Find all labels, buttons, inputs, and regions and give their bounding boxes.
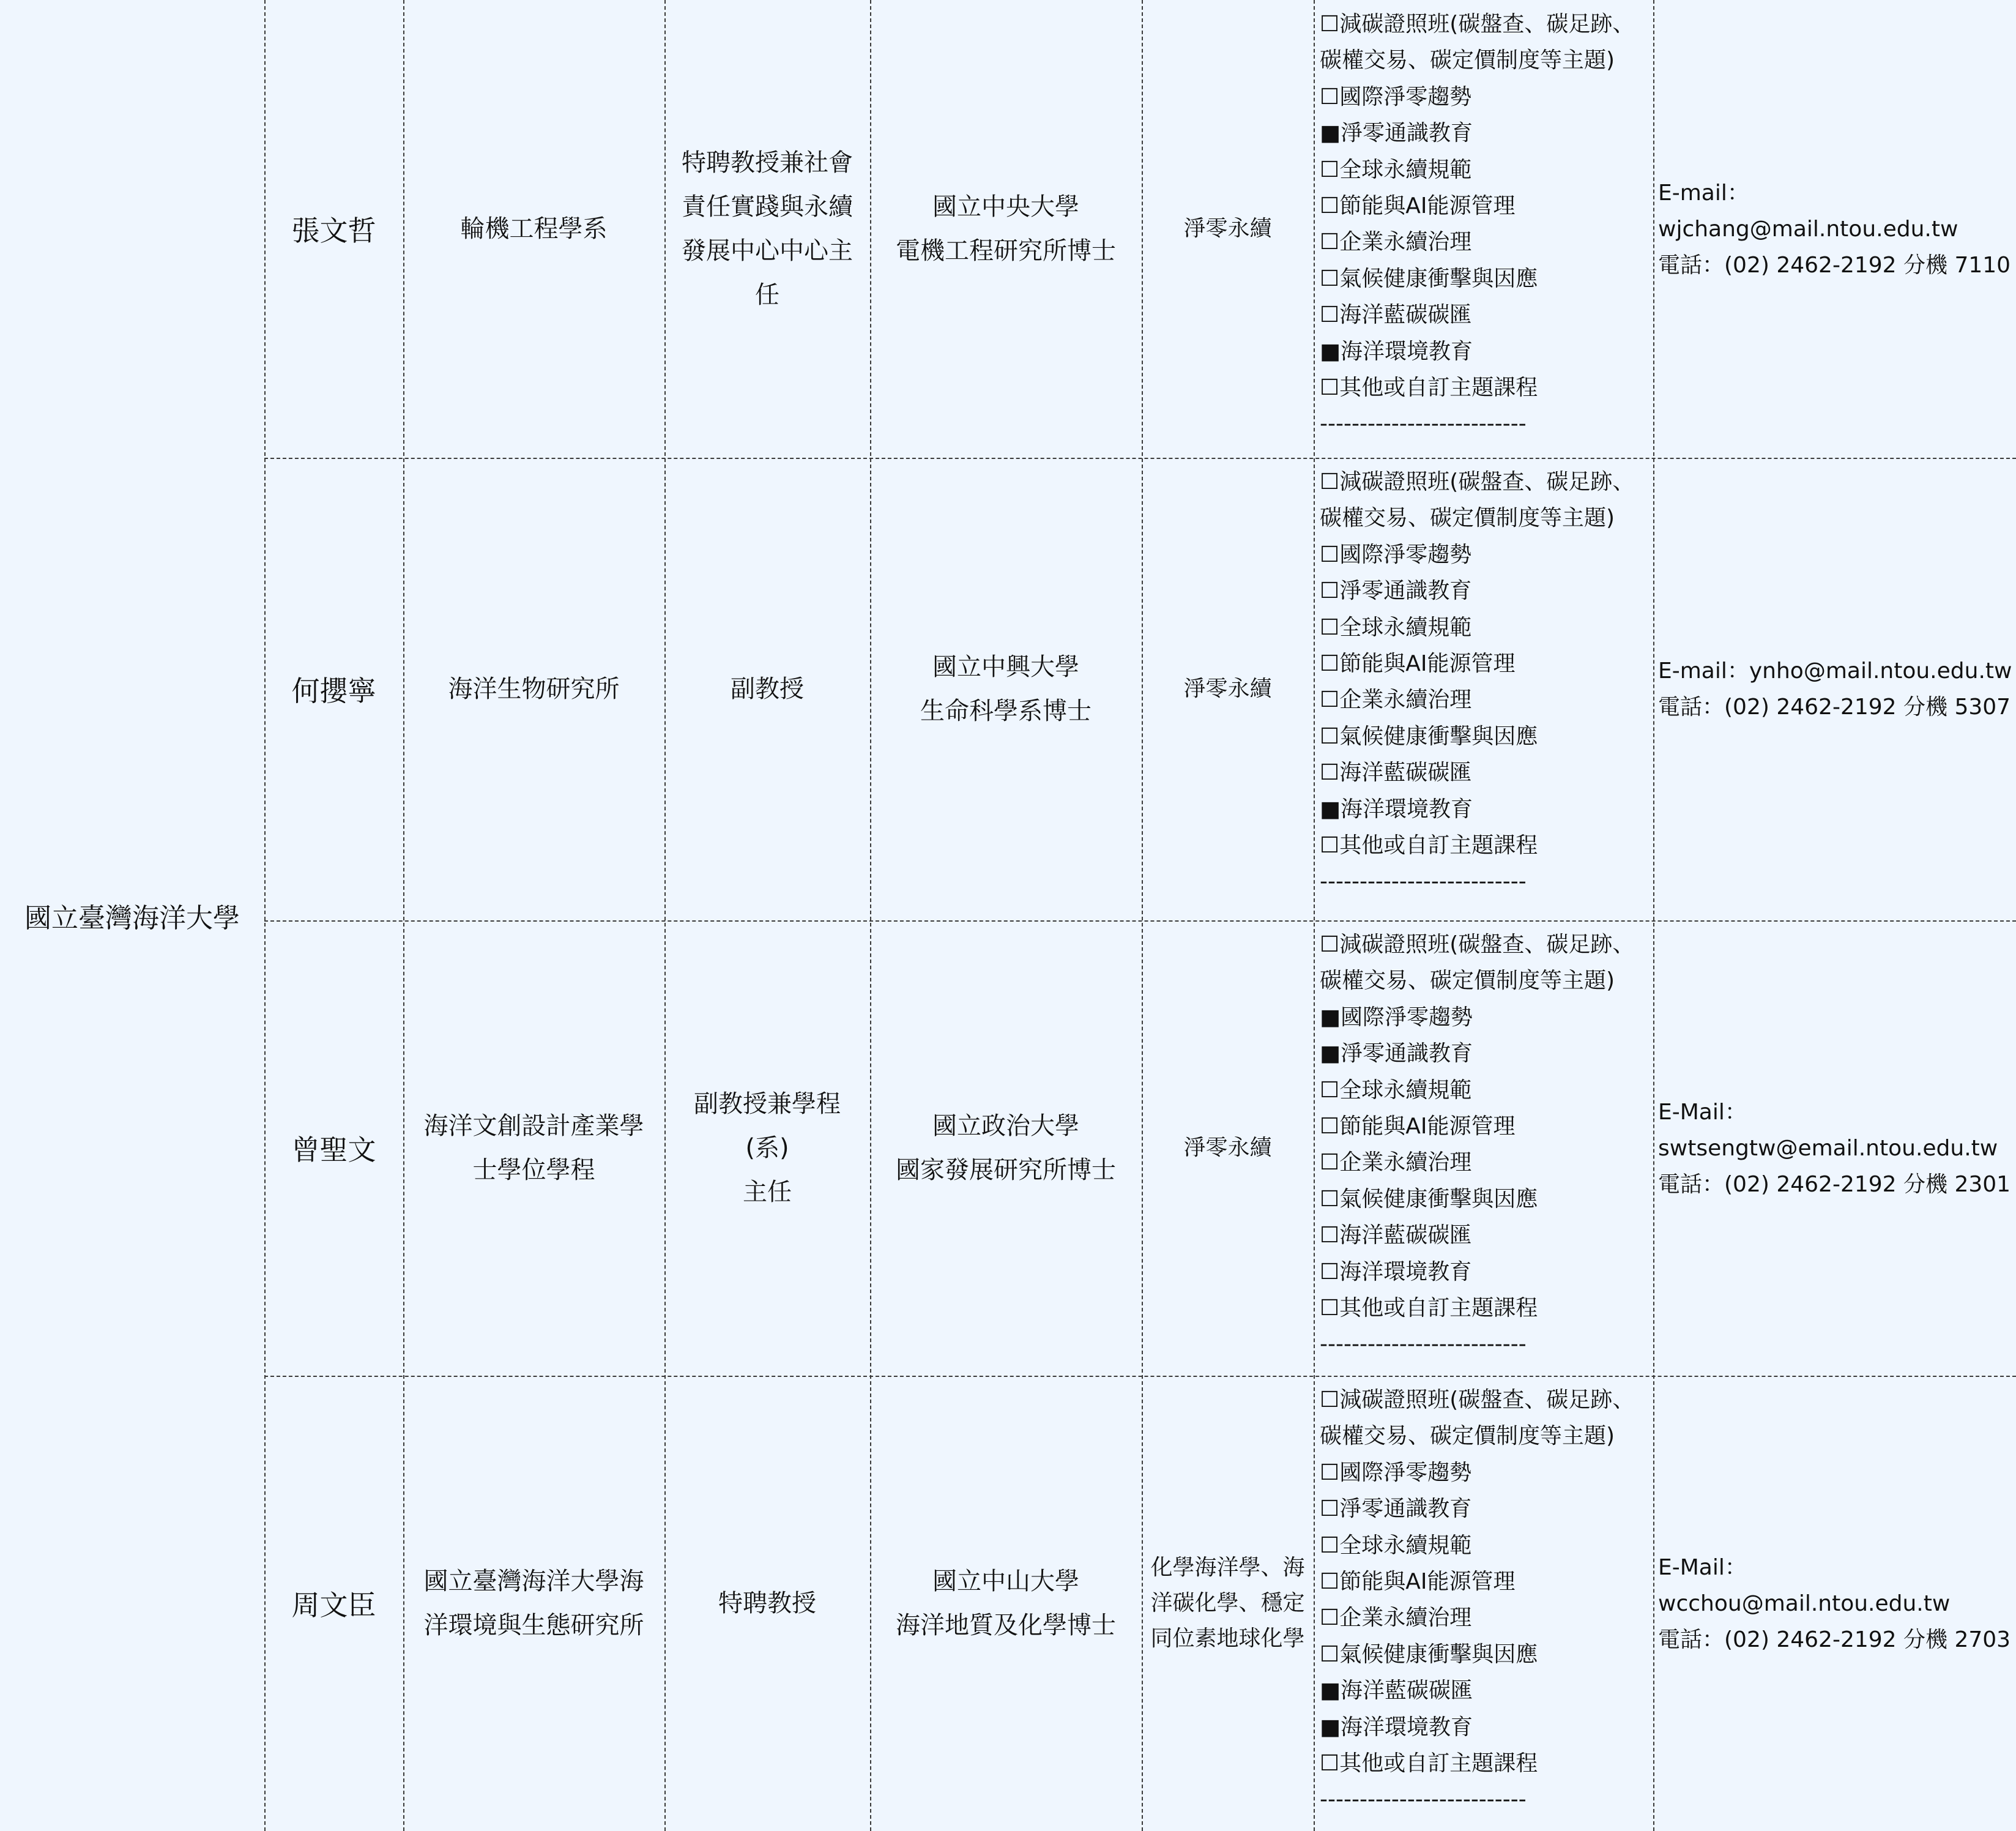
topic-item: [1320, 6, 1653, 42]
topic-item: [1320, 573, 1653, 609]
expertise-field-cell-line: 淨零永續: [1183, 1135, 1272, 1160]
topic-label: 海洋藍碳碳匯: [1339, 1223, 1472, 1248]
unchecked-box-icon[interactable]: ☐: [1320, 1296, 1340, 1321]
topic-item: [1320, 963, 1653, 999]
unchecked-box-icon[interactable]: ☐: [1320, 1259, 1340, 1285]
checked-box-icon[interactable]: ■: [1320, 796, 1341, 822]
topic-label: 節能與AI能源管理: [1339, 1569, 1516, 1595]
checked-box-icon[interactable]: ■: [1320, 1714, 1341, 1740]
person-name: 張文哲: [291, 214, 376, 247]
department-cell-line: 士學位學程: [472, 1156, 595, 1184]
topic-item: [1320, 500, 1653, 536]
education-cell-line: 國立政治大學: [932, 1112, 1079, 1140]
person-name: 周文臣: [291, 1589, 376, 1622]
department-cell-line: 海洋生物研究所: [448, 675, 620, 703]
unchecked-box-icon[interactable]: ☐: [1320, 1077, 1340, 1103]
unchecked-box-icon[interactable]: ☐: [1320, 193, 1340, 219]
topic-item: [1320, 755, 1653, 791]
topic-label: 其他或自訂主題課程: [1339, 833, 1538, 859]
education-cell: [870, 1376, 1142, 1831]
topic-label: 國際淨零趨勢: [1339, 84, 1472, 110]
topic-label: 節能與AI能源管理: [1339, 1114, 1516, 1139]
university-name: 國立臺灣海洋大學: [24, 903, 240, 934]
topic-label: 減碳證照班(碳盤查、碳足跡、: [1339, 1387, 1635, 1412]
education-cell-line: 國立中興大學: [932, 653, 1079, 681]
education-cell-line: 生命科學系博士: [920, 697, 1092, 725]
topic-item: [1320, 1254, 1653, 1290]
contact-line: swtsengtw@email.ntou.edu.tw: [1658, 1135, 1998, 1161]
unchecked-box-icon[interactable]: ☐: [1320, 375, 1340, 401]
topic-item: [1320, 115, 1653, 151]
department-cell-line: 國立臺灣海洋大學海: [423, 1567, 644, 1595]
topic-item: [1320, 1491, 1653, 1527]
person-name: 何攖寧: [291, 674, 376, 707]
topic-label: 淨零通識教育: [1339, 578, 1472, 604]
topic-item: [1320, 188, 1653, 224]
department-cell-line: 洋環境與生態研究所: [423, 1611, 644, 1639]
contact-cell: [1653, 920, 2016, 1376]
expertise-field-cell: [1142, 0, 1314, 458]
topic-item: [1320, 927, 1653, 963]
topic-label: 其他或自訂主題課程: [1339, 1751, 1538, 1777]
topic-item: [1320, 1108, 1653, 1144]
topic-item: [1320, 682, 1653, 718]
unchecked-box-icon[interactable]: ☐: [1320, 1569, 1340, 1595]
expertise-field-cell-line: 同位素地球化學: [1150, 1626, 1305, 1651]
topic-item: [1320, 1527, 1653, 1564]
topic-label: 國際淨零趨勢: [1339, 1460, 1472, 1485]
topic-item: [1320, 42, 1653, 78]
topic-label: 淨零通識教育: [1339, 1496, 1472, 1522]
department-cell: [403, 458, 664, 920]
job-title-cell: [664, 1376, 870, 1831]
unchecked-box-icon[interactable]: ☐: [1320, 614, 1340, 640]
contact-cell: [1653, 1376, 2016, 1831]
topic-item: [1320, 1035, 1653, 1072]
topic-label: 海洋環境教育: [1341, 796, 1473, 822]
contact-line: 電話：(02) 2462-2192 分機 2301: [1658, 1171, 2011, 1197]
topic-label: 海洋環境教育: [1341, 1714, 1473, 1740]
unchecked-box-icon[interactable]: ☐: [1320, 157, 1340, 182]
job-title-cell-line: 特聘教授兼社會: [682, 149, 853, 177]
department-cell: [403, 0, 664, 458]
topic-label: 減碳證照班(碳盤查、碳足跡、: [1339, 932, 1635, 957]
unchecked-box-icon[interactable]: ☐: [1320, 1641, 1340, 1667]
department-cell: [403, 920, 664, 1376]
topic-item: [1320, 370, 1653, 406]
job-title-cell: [664, 458, 870, 920]
topic-label: 國際淨零趨勢: [1341, 1004, 1473, 1030]
topic-label: 全球永續規範: [1339, 157, 1472, 182]
education-cell-line: 國立中央大學: [932, 193, 1079, 221]
education-cell: [870, 0, 1142, 458]
unchecked-box-icon[interactable]: ☐: [1320, 723, 1340, 749]
unchecked-box-icon[interactable]: ☐: [1320, 651, 1340, 677]
expertise-field-cell-line: 淨零永續: [1183, 676, 1272, 701]
job-title-cell-line: 特聘教授: [718, 1589, 816, 1617]
topic-label: 淨零通識教育: [1341, 121, 1473, 146]
topic-item: [1320, 537, 1653, 573]
contact-line: E-mail：: [1658, 180, 1749, 206]
topic-label: 企業永續治理: [1339, 1605, 1472, 1631]
topic-separator: --------------------------: [1320, 869, 1527, 895]
topic-label: 企業永續治理: [1339, 229, 1472, 255]
topic-label: 其他或自訂主題課程: [1339, 1296, 1538, 1321]
checked-box-icon[interactable]: ■: [1320, 1041, 1341, 1067]
topic-label: 節能與AI能源管理: [1339, 193, 1516, 219]
topic-label: 氣候健康衝擊與因應: [1339, 266, 1538, 291]
topic-separator: --------------------------: [1320, 1787, 1527, 1813]
topic-label: 企業永續治理: [1339, 1150, 1472, 1176]
topic-label: 碳權交易、碳定價制度等主題): [1320, 968, 1615, 994]
unchecked-box-icon[interactable]: ☐: [1320, 1496, 1340, 1522]
unchecked-box-icon[interactable]: ☐: [1320, 1605, 1340, 1631]
topic-label: 減碳證照班(碳盤查、碳足跡、: [1339, 469, 1635, 494]
expertise-field-cell-line: 化學海洋學、海: [1150, 1555, 1305, 1580]
department-cell-line: 輪機工程學系: [460, 215, 608, 243]
topic-label: 淨零通識教育: [1341, 1041, 1473, 1067]
topic-item: [1320, 1144, 1653, 1180]
topic-checklist: [1314, 6, 1653, 442]
contact-cell: [1653, 458, 2016, 920]
unchecked-box-icon[interactable]: ☐: [1320, 1150, 1340, 1176]
topic-item: [1320, 1600, 1653, 1636]
unchecked-box-icon[interactable]: ☐: [1320, 932, 1340, 957]
expertise-field-cell-line: 洋碳化學、穩定: [1150, 1590, 1305, 1616]
unchecked-box-icon[interactable]: ☐: [1320, 1751, 1340, 1777]
topic-item: [1320, 718, 1653, 755]
education-cell: [870, 920, 1142, 1376]
topic-checklist: [1314, 464, 1653, 900]
topic-label: 海洋環境教育: [1339, 1259, 1472, 1285]
topic-label: 海洋環境教育: [1341, 338, 1473, 364]
topic-label: 減碳證照班(碳盤查、碳足跡、: [1339, 12, 1635, 37]
checked-box-icon[interactable]: ■: [1320, 121, 1341, 146]
checked-box-icon[interactable]: ■: [1320, 1004, 1341, 1030]
topic-checklist: [1314, 927, 1653, 1363]
unchecked-box-icon[interactable]: ☐: [1320, 229, 1340, 255]
expertise-field-cell: [1142, 920, 1314, 1376]
unchecked-box-icon[interactable]: ☐: [1320, 1460, 1340, 1485]
unchecked-box-icon[interactable]: ☐: [1320, 1387, 1340, 1412]
job-title-cell-line: 任: [755, 281, 779, 309]
department-cell-line: 海洋文創設計產業學: [423, 1112, 644, 1140]
topic-item: [1320, 224, 1653, 260]
contact-line: 電話：(02) 2462-2192 分機 5307: [1658, 695, 2011, 720]
job-title-cell-line: 副教授: [731, 675, 804, 703]
unchecked-box-icon[interactable]: ☐: [1320, 1223, 1340, 1248]
topic-item: [1320, 152, 1653, 188]
topic-label: 國際淨零趨勢: [1339, 542, 1472, 567]
topic-item: [1320, 1418, 1653, 1454]
topic-item: [1320, 791, 1653, 827]
topic-item: [1320, 1290, 1653, 1326]
contact-line: wjchang@mail.ntou.edu.tw: [1658, 216, 1958, 242]
topic-label: 節能與AI能源管理: [1339, 651, 1516, 677]
topic-item: [1320, 334, 1653, 370]
contact-line: 電話：(02) 2462-2192 分機 7110: [1658, 252, 2011, 278]
education-cell-line: 電機工程研究所博士: [896, 237, 1116, 265]
topic-item: [1320, 1564, 1653, 1600]
person-name: 曾聖文: [291, 1133, 376, 1166]
topic-item: [1320, 261, 1653, 297]
unchecked-box-icon[interactable]: ☐: [1320, 1114, 1340, 1139]
topic-item: [1320, 297, 1653, 333]
topic-label: 氣候健康衝擊與因應: [1339, 1186, 1538, 1212]
topic-item: [1320, 1745, 1653, 1781]
topic-item: [1320, 1181, 1653, 1217]
topic-item: [1320, 79, 1653, 115]
unchecked-box-icon[interactable]: ☐: [1320, 12, 1340, 37]
topic-item: [1320, 827, 1653, 863]
education-cell-line: 國立中山大學: [932, 1567, 1079, 1595]
topic-item: [1320, 1636, 1653, 1673]
topic-item: [1320, 1217, 1653, 1253]
topic-item: [1320, 1673, 1653, 1709]
topic-label: 氣候健康衝擊與因應: [1339, 723, 1538, 749]
topic-item: [1320, 464, 1653, 500]
contact-line: wcchou@mail.ntou.edu.tw: [1658, 1590, 1951, 1616]
topic-label: 海洋藍碳碳匯: [1339, 760, 1472, 786]
education-cell-line: 國家發展研究所博士: [896, 1156, 1116, 1184]
unchecked-box-icon[interactable]: ☐: [1320, 469, 1340, 494]
topic-label: 全球永續規範: [1339, 1077, 1472, 1103]
topic-item: [1320, 1455, 1653, 1491]
unchecked-box-icon[interactable]: ☐: [1320, 833, 1340, 859]
topic-separator: --------------------------: [1320, 1332, 1527, 1357]
topic-label: 全球永續規範: [1339, 1532, 1472, 1558]
topic-checklist: [1314, 1382, 1653, 1818]
department-cell: [403, 1376, 664, 1831]
unchecked-box-icon[interactable]: ☐: [1320, 760, 1340, 786]
unchecked-box-icon[interactable]: ☐: [1320, 302, 1340, 328]
unchecked-box-icon[interactable]: ☐: [1320, 1186, 1340, 1212]
job-title-cell-line: 主任: [743, 1178, 792, 1206]
topic-item: [1320, 610, 1653, 646]
topic-label: 碳權交易、碳定價制度等主題): [1320, 505, 1615, 531]
topic-item: [1320, 646, 1653, 682]
contact-line: E-Mail：: [1658, 1099, 1747, 1125]
topic-separator: --------------------------: [1320, 411, 1527, 437]
unchecked-box-icon[interactable]: ☐: [1320, 84, 1340, 110]
job-title-cell-line: 責任實踐與永續: [682, 193, 853, 221]
topic-item: [1320, 999, 1653, 1035]
topic-label: 企業永續治理: [1339, 687, 1472, 713]
topic-item: [1320, 1709, 1653, 1745]
topic-label: 海洋藍碳碳匯: [1341, 1678, 1473, 1704]
contact-line: E-Mail：: [1658, 1554, 1747, 1580]
unchecked-box-icon[interactable]: ☐: [1320, 687, 1340, 713]
unchecked-box-icon[interactable]: ☐: [1320, 578, 1340, 604]
contact-cell: [1653, 0, 2016, 458]
job-title-cell: [664, 920, 870, 1376]
topic-label: 全球永續規範: [1339, 614, 1472, 640]
topic-label: 海洋藍碳碳匯: [1339, 302, 1472, 328]
job-title-cell: [664, 0, 870, 458]
contact-line: 電話：(02) 2462-2192 分機 2703: [1658, 1627, 2011, 1652]
unchecked-box-icon[interactable]: ☐: [1320, 266, 1340, 291]
expertise-field-cell: [1142, 458, 1314, 920]
topic-label: 其他或自訂主題課程: [1339, 375, 1538, 401]
education-cell: [870, 458, 1142, 920]
expertise-field-cell-line: 淨零永續: [1183, 216, 1272, 241]
checked-box-icon[interactable]: ■: [1320, 1678, 1341, 1704]
job-title-cell-line: 發展中心中心主: [682, 237, 853, 265]
topic-item: [1320, 1072, 1653, 1108]
topic-item: [1320, 1382, 1653, 1418]
contact-line: E-mail：ynho@mail.ntou.edu.tw: [1658, 658, 2012, 684]
unchecked-box-icon[interactable]: ☐: [1320, 542, 1340, 567]
job-title-cell-line: 副教授兼學程(系): [694, 1090, 841, 1162]
checked-box-icon[interactable]: ■: [1320, 338, 1341, 364]
unchecked-box-icon[interactable]: ☐: [1320, 1532, 1340, 1558]
topic-label: 碳權交易、碳定價制度等主題): [1320, 48, 1615, 73]
topic-label: 碳權交易、碳定價制度等主題): [1320, 1423, 1615, 1449]
topic-label: 氣候健康衝擊與因應: [1339, 1641, 1538, 1667]
education-cell-line: 海洋地質及化學博士: [896, 1611, 1116, 1639]
expertise-field-cell: [1142, 1376, 1314, 1831]
